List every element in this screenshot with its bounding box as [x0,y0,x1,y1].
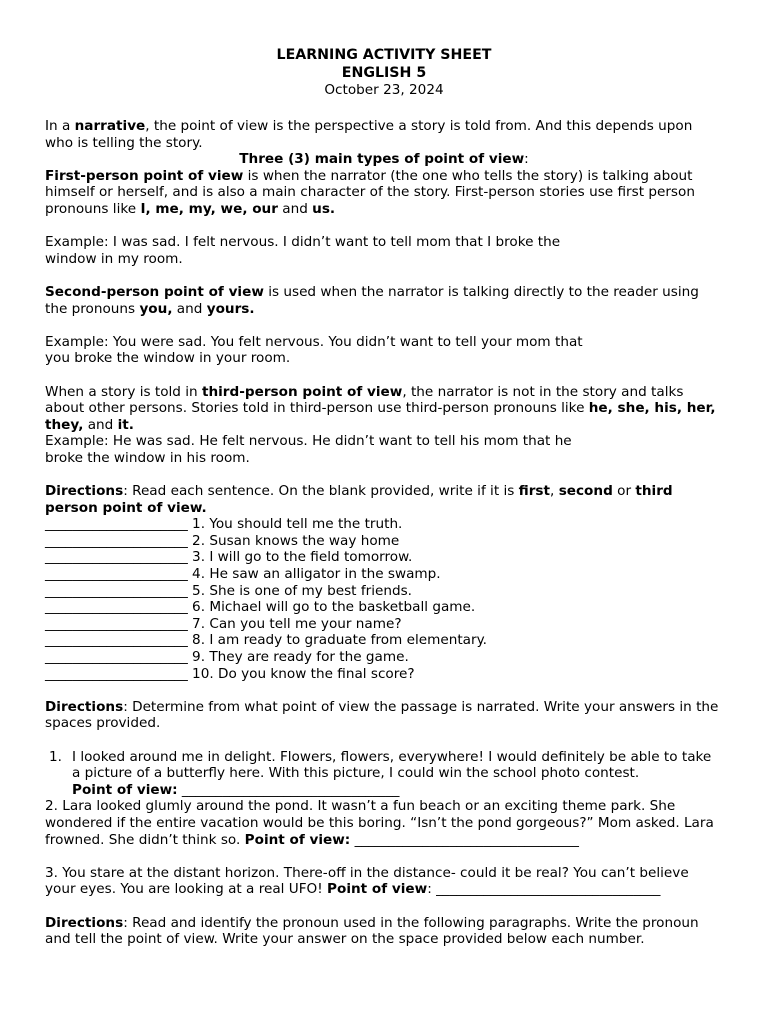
answer-blank[interactable]: _____________________ [45,582,188,599]
list-item: _____________________ 5. She is one of my best friends. [45,582,412,599]
first-person-definition: First-person point of view is when the narrator (the one who tells the story) is talking about himself or herself, and is also a main character of the story. First-person stories use first person pronouns like I, me, my, we, our and us. [45,167,695,217]
second-person-definition: Second-person point of view is used when the narrator is talking directly to the reader using the pronouns you, and yours. [45,283,699,317]
second-person-example-line2: you broke the window in your room. [45,350,291,367]
list-item: _____________________ 1. You should tell me the truth. [45,516,403,533]
answer-blank[interactable]: _____________________ [45,549,188,566]
activity1-list [45,516,723,682]
answer-blank[interactable]: _____________________ [45,532,188,549]
answer-blank[interactable]: _____________________ [45,665,188,682]
answer-blank[interactable]: _________________________________ [350,831,579,848]
passage-number: 1. [49,748,62,765]
answer-blank[interactable]: _____________________ [45,516,188,533]
answer-blank[interactable]: _____________________ [45,632,188,649]
answer-blank[interactable]: _____________________ [45,566,188,583]
list-item: _____________________ 10. Do you know the final score? [45,665,415,682]
worksheet [45,46,723,948]
list-item: _____________________ 2. Susan knows the way home [45,532,400,549]
third-person-example-line2: broke the window in his room. [45,449,250,466]
third-person-definition: When a story is told in third-person point of view, the narrator is not in the story and talks about other persons. Stories told in third-person use third-person pronouns like he, she, his, her, they, and it. [45,383,716,433]
list-item: _____________________ 7. Can you tell me your name? [45,615,402,632]
list-item: _____________________ 6. Michael will go to the basketball game. [45,599,476,616]
sheet-date: October 23, 2024 [324,82,444,98]
list-item: _____________________ 9. They are ready for the game. [45,649,409,665]
activity1-directions: Directions: Read each sentence. On the blank provided, write if it is first, second or third person point of view. [45,483,673,516]
list-item: _____________________ 8. I am ready to graduate from elementary. [45,632,488,649]
sheet-subject: ENGLISH 5 [341,65,427,81]
types-heading: Three (3) main types of point of view: [239,151,529,168]
activity3-directions: Directions: Read and identify the pronoun used in the following paragraphs. Write the pronoun and tell the point of view. Write your answer on the space provided below each number. [45,914,699,948]
third-person-example-line1: Example: He was sad. He felt nervous. He didn’t want to tell his mom that he [45,433,572,450]
passage-1: 1. I looked around me in delight. Flowers, flowers, everywhere! I would definitely be able to take a picture of a butterfly here. With this picture, I could win the school photo contest. Point of view: ________________________________ [49,748,712,798]
second-person-example-line1: Example: You were sad. You felt nervous. You didn’t want to tell your mom that [45,333,583,350]
answer-blank[interactable]: _________________________________ [431,881,661,898]
first-person-example-line1: Example: I was sad. I felt nervous. I didn’t want to tell mom that I broke the [45,234,561,251]
list-item: _____________________ 3. I will go to the field tomorrow. [45,549,413,566]
first-person-example-line2: window in my room. [45,250,183,267]
answer-blank[interactable]: ________________________________ [177,781,400,798]
answer-blank[interactable]: _____________________ [45,599,188,616]
passage-2: 2. Lara looked glumly around the pond. It wasn’t a fun beach or an exciting theme park. She wondered if the entire vacation would be this boring. “Isn’t the pond gorgeous?” Mom asked. Lara frowned. She didn’t think so. Point of view: _________________________________ [45,798,714,848]
answer-blank[interactable]: _____________________ [45,615,188,632]
answer-blank[interactable]: _____________________ [45,649,188,665]
list-item: _____________________ 4. He saw an alligator in the swamp. [45,566,441,583]
intro-paragraph: In a narrative, the point of view is the perspective a story is told from. And this depends upon who is telling the story. [45,118,693,151]
sheet-title: LEARNING ACTIVITY SHEET [276,47,492,63]
activity2-directions: Directions: Determine from what point of view the passage is narrated. Write your answers in the spaces provided. [45,698,719,732]
passage-3: 3. You stare at the distant horizon. There-off in the distance- could it be real? You can’t believe your eyes. You are looking at a real UFO! Point of view: _________________________________ [45,864,689,898]
